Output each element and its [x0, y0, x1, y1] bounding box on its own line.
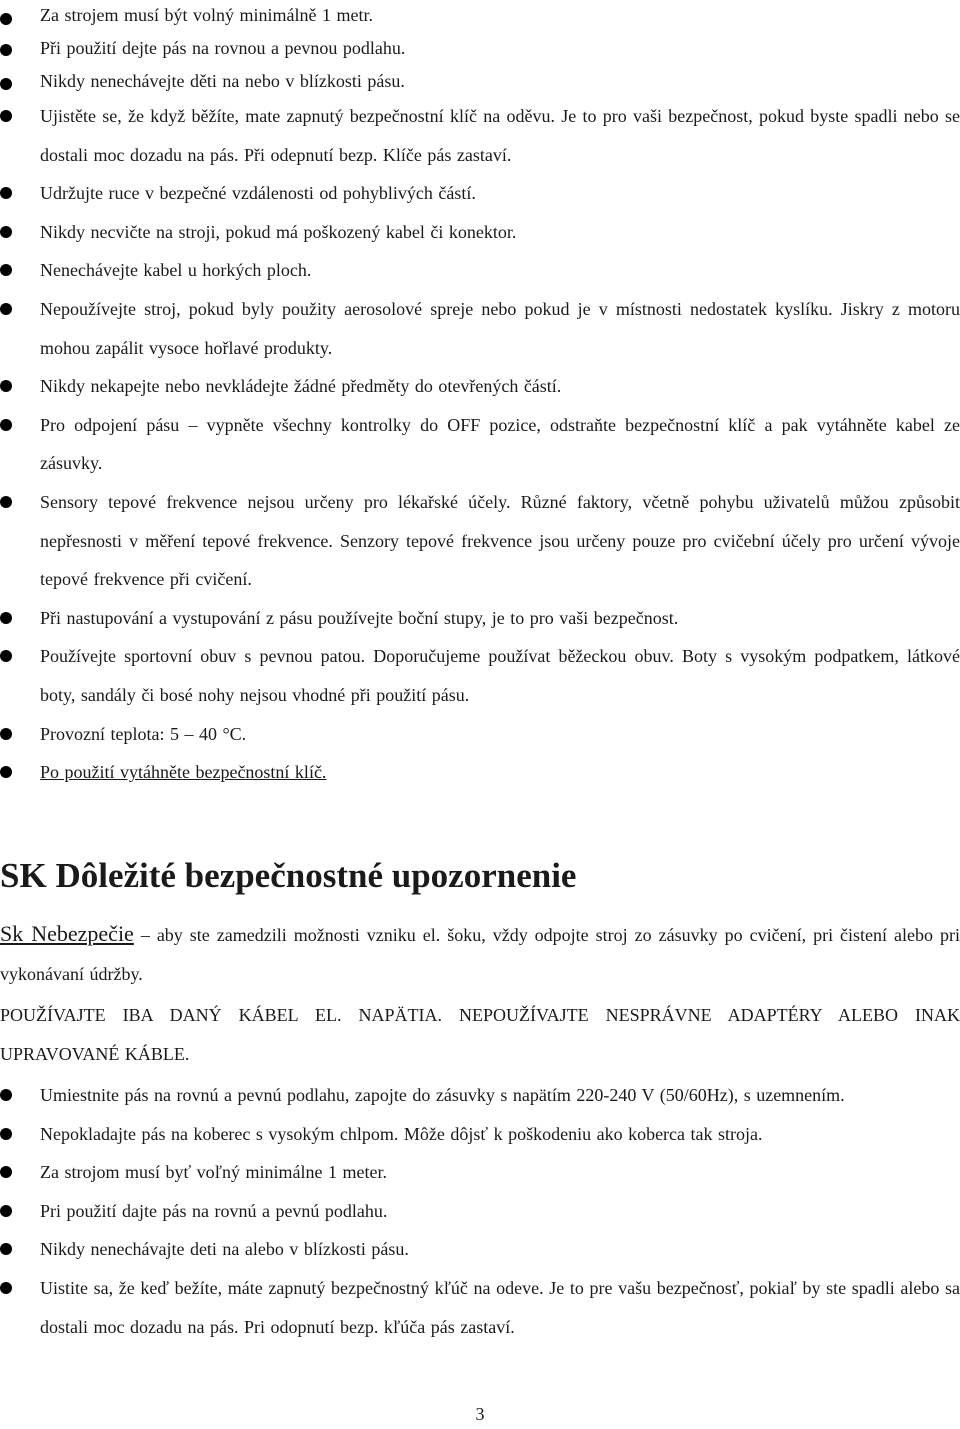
- list-item: Nikdy nenechávajte deti na alebo v blízkosti pásu.: [0, 1230, 960, 1269]
- list-item: Při nastupování a vystupování z pásu používejte boční stupy, je to pro vaši bezpečnost.: [0, 599, 960, 638]
- underlined-text: Po použití vytáhněte bezpečnostní klíč.: [40, 762, 327, 783]
- danger-paragraph: [0, 915, 960, 993]
- list-item: Nenechávejte kabel u horkých ploch.: [0, 251, 960, 290]
- list-item: Uistite sa, že keď bežíte, máte zapnutý bezpečnostný kľúč na odeve. Je to pre vašu bezpečnosť, pokiaľ by ste spadli alebo sa dostali moc dozadu na pás. Pri odopnutí bezp. kľúča pás zastaví.: [0, 1269, 960, 1346]
- list-item: Při použití dejte pás na rovnou a pevnou podlahu.: [0, 31, 960, 65]
- list-item: [0, 753, 960, 792]
- list-item: Pro odpojení pásu – vypněte všechny kontrolky do OFF pozice, odstraňte bezpečnostní klíč a pak vytáhněte kabel ze zásuvky.: [0, 406, 960, 483]
- list-item: Sensory tepové frekvence nejsou určeny pro lékařské účely. Různé faktory, včetně pohybu uživatelů můžou způsobit nepřesnosti v měření tepové frekvence. Senzory tepové frekvence jsou určeny pouze pro cvičební účely pro určení vývoje tepové frekvence při cvičení.: [0, 483, 960, 599]
- sk-safety-list: [0, 1076, 960, 1346]
- page-number: 3: [475, 1404, 485, 1424]
- list-item: Nepokladajte pás na koberec s vysokým chlpom. Môže dôjsť k poškodeniu ako koberca tak stroja.: [0, 1115, 960, 1154]
- list-item: Ujistěte se, že když běžíte, mate zapnutý bezpečnostní klíč na oděvu. Je to pro vaši bezpečnost, pokud byste spadli nebo se dostali moc dozadu na pás. Při odepnutí bezp. Klíče pás zastaví.: [0, 97, 960, 174]
- list-item: Používejte sportovní obuv s pevnou patou. Doporučujeme používat běžeckou obuv. Boty s vysokým podpatkem, látkové boty, sandály či bosé nohy nejsou vhodné při použití pásu.: [0, 637, 960, 714]
- danger-text: – aby ste zamedzili možnosti vzniku el. šoku, vždy odpojte stroj zo zásuvky po cvičení, pri čistení alebo pri vykonávaní údržby.: [0, 925, 960, 984]
- list-item: Za strojem musí být volný minimálně 1 metr.: [0, 0, 960, 31]
- list-item: Nepoužívejte stroj, pokud byly použity aerosolové spreje nebo pokud je v místnosti nedostatek kyslíku. Jiskry z motoru mohou zapálit vysoce hořlavé produkty.: [0, 290, 960, 367]
- list-item: Udržujte ruce v bezpečné vzdálenosti od pohyblivých částí.: [0, 174, 960, 213]
- list-item: Nikdy nenechávejte děti na nebo v blízkosti pásu.: [0, 65, 960, 97]
- danger-label: Sk Nebezpečie: [0, 921, 134, 946]
- cable-warning-paragraph: POUŽÍVAJTE IBA DANÝ KÁBEL EL. NAPÄTIA. NEPOUŽÍVAJTE NESPRÁVNE ADAPTÉRY ALEBO INAK UPRAVOVANÉ KÁBLE.: [0, 1005, 960, 1064]
- list-item: Za strojom musí byť voľný minimálne 1 meter.: [0, 1153, 960, 1192]
- list-item: Nikdy nekapejte nebo nevkládejte žádné předměty do otevřených částí.: [0, 367, 960, 406]
- list-item: Umiestnite pás na rovnú a pevnú podlahu, zapojte do zásuvky s napätím 220-240 V (50/60Hz), s uzemnením.: [0, 1076, 960, 1115]
- list-item: Nikdy necvičte na stroji, pokud má poškozený kabel či konektor.: [0, 213, 960, 252]
- list-item: Pri použití dajte pás na rovnú a pevnú podlahu.: [0, 1192, 960, 1231]
- section-heading-sk: SK Dôležité bezpečnostné upozornenie: [0, 856, 577, 895]
- list-item: Provozní teplota: 5 – 40 °C.: [0, 715, 960, 754]
